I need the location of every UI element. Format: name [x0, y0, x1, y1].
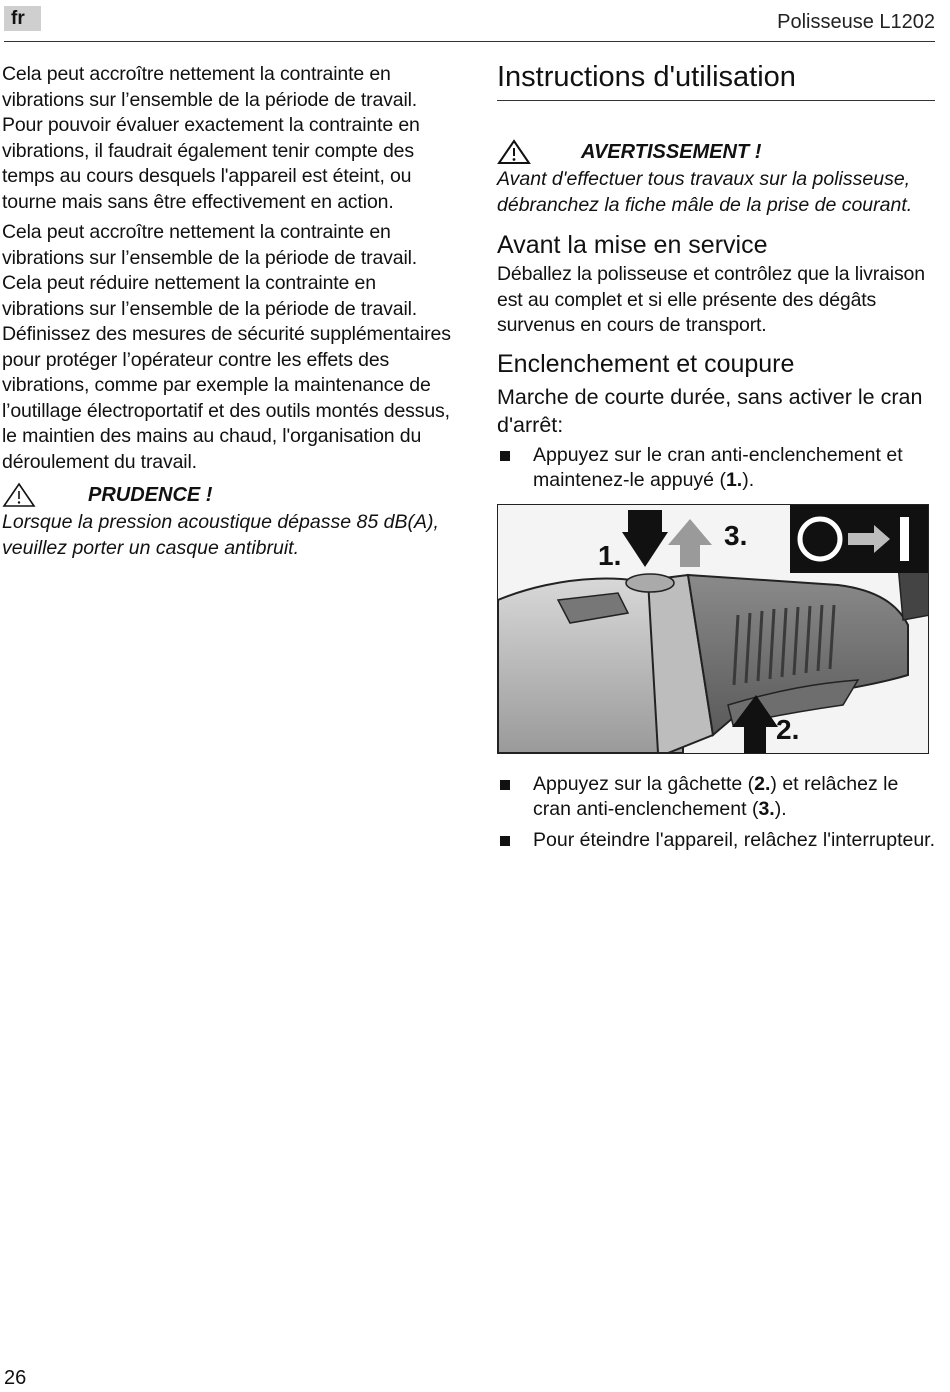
- bullet-square-icon: [500, 780, 510, 790]
- step-list-1: [497, 443, 935, 494]
- polisher-handle-drawing: [498, 505, 929, 754]
- warning-text: Avant d'effectuer tous travaux sur la polisseuse, débranchez la fiche mâle de la prise de courant.: [497, 168, 913, 216]
- warning-heading: [497, 137, 935, 167]
- list-item: [497, 772, 935, 823]
- vibration-paragraph-2: Cela peut accroître nettement la contrainte en vibrations sur l’ensemble de la période de travail. Cela peut réduire nettement la contrainte en vibrations sur l’ensemble de la période de travail. Définissez des mesures de sécurité supplémentaires pour protéger l’opérateur contre les effets des vibrations, comme par exemple la maintenance de l’outillage électroportatif et des outils montés dessus, le maintien des mains au chaud, l'organisation du déroulement du travail.: [2, 221, 451, 473]
- figure-label-3: 3.: [724, 519, 748, 551]
- bullet-text: Appuyez sur le cran anti-enclenchement et maintenez-le appuyé (: [533, 443, 903, 491]
- bullet-text: ).: [742, 469, 755, 491]
- caution-heading: [2, 480, 452, 510]
- before-service-title: Avant la mise en service: [497, 231, 768, 259]
- step-ref: 1.: [725, 469, 743, 491]
- bullet-square-icon: [500, 836, 510, 846]
- page-number: 26: [4, 1367, 27, 1389]
- bullet-text: ) et relâchez le cran anti-enclenchement (: [533, 772, 899, 820]
- step-ref: 2.: [754, 772, 771, 795]
- list-item: [497, 443, 935, 494]
- figure-label-2: 2.: [776, 713, 800, 745]
- document-title: Polisseuse L1202: [777, 11, 935, 33]
- right-column: [497, 58, 935, 858]
- warning-triangle-icon: [497, 139, 531, 165]
- section-title: Instructions d'utilisation: [497, 58, 935, 101]
- step-list-2: [497, 772, 935, 854]
- left-column: [2, 62, 452, 561]
- before-service-text: Déballez la polisseuse et contrôlez que la livraison est au complet et si elle présente des dégâts survenus en cours de transport.: [497, 263, 925, 336]
- language-badge: fr: [4, 6, 41, 31]
- warning-label: AVERTISSEMENT !: [581, 140, 762, 163]
- vibration-paragraph-1: Cela peut accroître nettement la contrainte en vibrations sur l’ensemble de la période de travail. Pour pouvoir évaluer exactement la contrainte en vibrations, il faudrait également tenir compte des temps au cours desquels l'appareil est éteint, ou tourne mais sans être effectivement en action.: [2, 63, 420, 213]
- short-run-title: Marche de courte durée, sans activer le cran d'arrêt:: [497, 384, 923, 437]
- list-item: [497, 828, 935, 854]
- caution-label: PRUDENCE !: [88, 483, 213, 506]
- bullet-square-icon: [500, 451, 510, 461]
- caution-text: Lorsque la pression acoustique dépasse 85 dB(A), veuillez porter un casque antibruit.: [2, 511, 439, 559]
- caution-triangle-icon: [2, 482, 36, 508]
- switch-illustration: [497, 504, 929, 754]
- bullet-text: Appuyez sur la gâchette (: [533, 772, 755, 795]
- on-off-title: Enclenchement et coupure: [497, 349, 795, 378]
- header-divider: [4, 41, 935, 42]
- bullet-text: ).: [774, 798, 787, 820]
- step-ref: 3.: [758, 798, 775, 820]
- bullet-text: Pour éteindre l'appareil, relâchez l'interrupteur.: [533, 828, 936, 851]
- figure-label-1: 1.: [598, 539, 622, 571]
